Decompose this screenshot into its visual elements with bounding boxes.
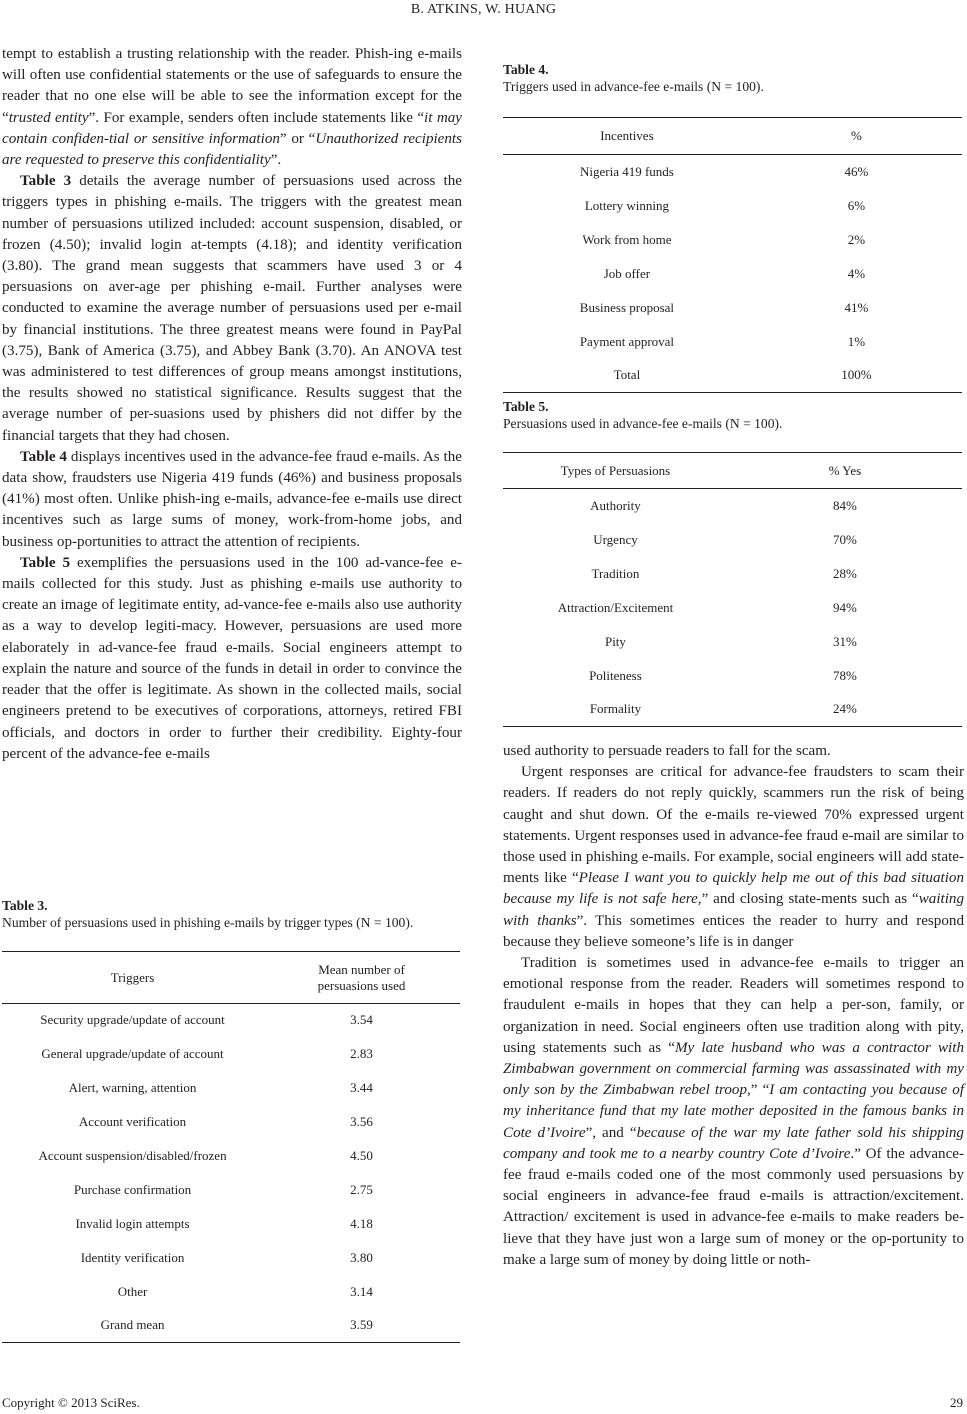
table-row — [2, 1173, 460, 1207]
table-cell: Tradition — [591, 565, 640, 581]
table-cell: Other — [117, 1283, 148, 1299]
table-cell: 1% — [847, 333, 866, 349]
table-reference: Table 3 — [20, 173, 72, 190]
table-cell: Security upgrade/update of account — [40, 1012, 225, 1028]
table-row — [2, 1037, 460, 1071]
table-3 — [2, 897, 460, 1343]
paragraph: Tradition is sometimes used in advance-fee e-mails to trigger an emotional response from the reader. Readers will sometimes respond to fraudulent e-mails in hopes that they can help a per-son, family, or organization in need. Social engineers often use tradition along with pity, using statements such as “My late husband who was a contractor with Zimbabwan government on commercial farming was assassinated with my only son by the Zimbabwan rebel troop,” “I am contacting you because of my inheritance fund that my late mother deposited in the famous banks in Cote d’Ivoire”, and “because of the war my late father sold his shipping company and took me to a nearby country Cote d’Ivoire.” Of the advance-fee fraud e-mails coded one of the most commonly used persuasions by social engineers in advance-fee fraud e-mails is attraction/excitement. Attraction/ excitement is used in advance-fee e-mails to make readers be-lieve that they have just won a large sum of money or the op-portunity to make a large sum of money by doing little or noth- — [503, 955, 965, 1268]
table-cell: 3.80 — [350, 1249, 373, 1265]
table-cell: 3.14 — [350, 1283, 373, 1299]
column-header: Incentives — [600, 128, 654, 143]
table-label: Table 3. — [2, 898, 48, 913]
table-label: Table 5. — [503, 399, 549, 414]
column-header: Triggers — [110, 969, 155, 985]
table-cell: 3.59 — [350, 1317, 373, 1333]
table-cell: 46% — [844, 163, 869, 179]
table-cell: 84% — [833, 497, 857, 513]
table-cell: Formality — [589, 701, 642, 717]
table-cell: 28% — [833, 565, 857, 581]
table-cell: Identity verification — [80, 1249, 185, 1265]
table-cell: Work from home — [582, 231, 672, 247]
running-head: B. ATKINS, W. HUANG — [410, 2, 557, 17]
table-row — [2, 1071, 460, 1105]
table-cell: Job offer — [603, 265, 651, 281]
table-row — [503, 659, 962, 693]
table-reference: Table 4 — [20, 448, 67, 465]
table-label: Table 4. — [503, 62, 549, 77]
paragraph: Table 3 details the average number of persuasions used across the triggers types in phishing e-mails. The triggers with the greatest mean number of persuasions utilized included: account suspension, disabled, or frozen (4.50); invalid login at-tempts (4.18); and identity verification (3.80). The grand mean suggests that scammers have used 3 or 4 persuasions on aver-age per phishing e-mail. Further analyses were conducted to examine the average number of persuasions used per e-mail by financial institutions. The three greatest means were found in PayPal (3.75), Bank of America (3.75), and Abbey Bank (3.70). An ANOVA test was administered to test differences of group means amongst institutions, the results showed no statistical significance. Results suggest that the average number of per-suasions used by phishers did not differ by the financial targets that they had chosen. — [2, 173, 462, 444]
right-column — [503, 741, 964, 1271]
table-cell: General upgrade/update of account — [41, 1045, 224, 1061]
table-caption-text: Persuasions used in advance-fee e-mails (N = 100). — [503, 416, 783, 431]
column-header: Types of Persuasions — [560, 462, 671, 478]
table-cell: Payment approval — [579, 333, 675, 349]
column-header: Mean number of persuasions used — [317, 961, 406, 993]
table-cell: 70% — [833, 531, 857, 547]
table-cell: 6% — [847, 197, 866, 213]
table-4 — [503, 61, 962, 393]
column-header: % — [851, 128, 862, 143]
table-cell: Account verification — [78, 1113, 187, 1129]
table-cell: 2.83 — [350, 1045, 373, 1061]
page-number: 29 — [950, 1395, 963, 1410]
table-cell: 31% — [833, 633, 857, 649]
table-row — [2, 1207, 460, 1241]
table-cell: Total — [613, 367, 641, 383]
table-row — [503, 257, 962, 291]
left-column — [2, 44, 462, 765]
table-row — [503, 359, 962, 393]
table-row — [503, 189, 962, 223]
table-cell: 3.54 — [350, 1012, 373, 1028]
table-cell: 24% — [833, 701, 857, 717]
table-row — [2, 1004, 460, 1037]
copyright: Copyright © 2013 SciRes. — [2, 1395, 140, 1410]
paragraph: tempt to establish a trusting relationship with the reader. Phish-ing e-mails will often use confidential statements or the use of safeguards to ensure the reader that no one else will be able to see the information except for the “trusted entity”. For example, senders often include statements like “it may contain confiden-tial or sensitive information” or “Unauthorized recipients are requested to preserve this confidentiality”. — [2, 46, 463, 169]
table-caption — [503, 61, 962, 95]
table-cell: Invalid login attempts — [75, 1215, 190, 1231]
table-cell: 2.75 — [350, 1181, 373, 1197]
table-cell: 78% — [833, 667, 857, 683]
table-row — [2, 1309, 460, 1343]
table-cell: Urgency — [593, 531, 638, 547]
table-row — [503, 155, 962, 189]
table-cell: 4.18 — [350, 1215, 373, 1231]
table-row — [503, 523, 962, 557]
table-cell: 4.50 — [350, 1147, 373, 1163]
table-caption-text: Triggers used in advance-fee e-mails (N = 100). — [503, 79, 764, 94]
table-row — [2, 1139, 460, 1173]
data-table — [503, 452, 962, 727]
table-caption — [2, 897, 460, 931]
table-row — [503, 325, 962, 359]
table-row — [2, 1241, 460, 1275]
table-row — [503, 489, 962, 523]
table-cell: Politeness — [589, 667, 642, 683]
table-5 — [503, 398, 962, 727]
table-cell: Nigeria 419 funds — [579, 163, 674, 179]
table-cell: Business proposal — [579, 299, 675, 315]
table-cell: Purchase confirmation — [73, 1181, 192, 1197]
table-row — [503, 625, 962, 659]
paragraph: used authority to persuade readers to fall for the scam. — [503, 743, 831, 759]
table-row — [2, 1105, 460, 1139]
table-header-row — [503, 118, 962, 155]
paragraph: Table 4 displays incentives used in the advance-fee fraud e-mails. As the data show, fraudsters use Nigeria 419 funds (46%) and business proposals (41%) most often. Unlike phish-ing e-mails, advance-fee e-mails use direct incentives such as large sums of money, work-from-home jobs, and business op-portunities to attract the attention of recipients. — [2, 448, 462, 550]
table-cell: 41% — [844, 299, 869, 315]
table-reference: Table 5 — [20, 554, 71, 571]
table-cell: 2% — [847, 231, 866, 247]
table-header-row — [503, 453, 962, 489]
table-cell: Grand mean — [100, 1317, 165, 1333]
data-table — [503, 117, 962, 393]
table-cell: Pity — [604, 633, 626, 649]
table-cell: 4% — [847, 265, 866, 281]
table-caption-text: Number of persuasions used in phishing e-mails by trigger types (N = 100). — [2, 915, 414, 930]
table-cell: Lottery winning — [584, 197, 669, 213]
column-header: % Yes — [828, 462, 862, 478]
table-row — [503, 291, 962, 325]
paragraph: Table 5 exemplifies the persuasions used in the 100 ad-vance-fee e-mails collected for this study. Just as phishing e-mails use authority to create an image of legitimate entity, ad-vance-fee e-mails also use authority as a way to develop legiti-macy. However, persuasions are used more elaborately in ad-vance-fee fraud e-mails. Social engineers attempt to explain the nature and source of the funds in detail in order to convince the reader that the offer is legitimate. As shown in the collected mails, social engineers pretend to be executives of corporations, attorneys, retired FBI officials, and doctors in order to further their credibility. Eighty-four percent of the advance-fee e-mails — [2, 554, 462, 762]
paragraph: Urgent responses are critical for advance-fee fraudsters to scam their readers. If readers do not reply quickly, scammers run the risk of being caught and shut down. Of the e-mails re-viewed 70% expressed urgent statements. Urgent responses used in advance-fee fraud e-mail are similar to those used in phishing e-mails. For example, social engineers will add state-ments like “Please I want you to quickly help me out of this bad situation because my life is not safe here,” and closing state-ments such as “waiting with thanks”. This sometimes entices the reader to hurry and respond because they believe someone’s life is in danger — [503, 764, 965, 950]
table-caption — [503, 398, 962, 432]
data-table — [2, 951, 460, 1343]
table-cell: Authority — [590, 497, 641, 513]
table-cell: 100% — [841, 367, 872, 383]
table-cell: 3.44 — [350, 1079, 373, 1095]
table-row — [2, 1275, 460, 1309]
table-row — [503, 557, 962, 591]
table-header-row — [2, 952, 460, 1004]
table-cell: Alert, warning, attention — [68, 1079, 197, 1095]
table-cell: 3.56 — [350, 1113, 373, 1129]
table-cell: Account suspension/disabled/frozen — [38, 1147, 227, 1163]
table-row — [503, 591, 962, 625]
table-row — [503, 223, 962, 257]
table-row — [503, 693, 962, 727]
table-cell: Attraction/Excitement — [557, 599, 674, 615]
table-cell: 94% — [833, 599, 857, 615]
